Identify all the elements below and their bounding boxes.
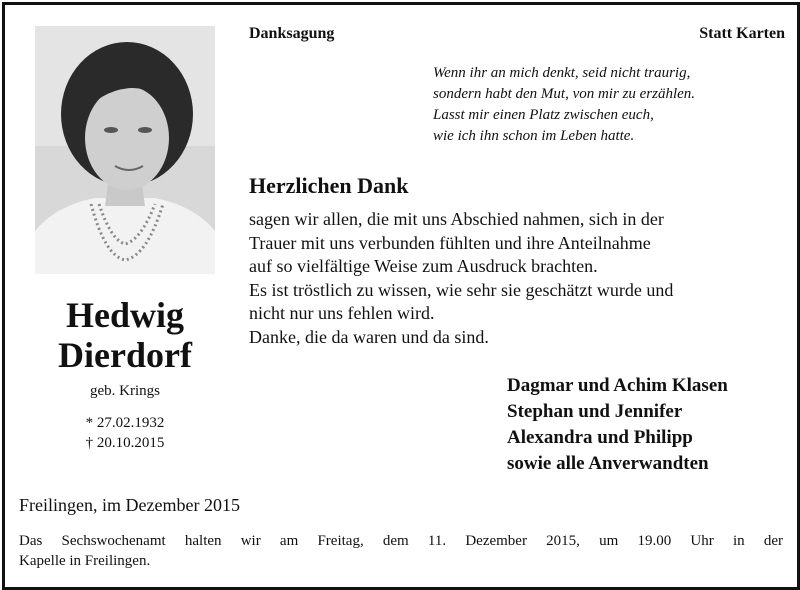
death-date: † 20.10.2015	[85, 435, 165, 451]
service-note-line: Kapelle in Freilingen.	[19, 553, 151, 569]
thanks-title: Herzlichen Dank	[249, 173, 409, 198]
thanks-text	[249, 208, 784, 349]
poem-line: wie ich ihn schon im Leben hatte.	[433, 128, 635, 144]
birth-name: geb. Krings	[90, 383, 160, 399]
signer-line: Stephan und Jennifer	[507, 401, 683, 422]
poem	[433, 63, 793, 147]
birth-date: * 27.02.1932	[85, 415, 165, 431]
thanks-line: Trauer mit uns verbunden fühlten und ihre Anteilnahme	[249, 232, 651, 253]
signer-line: Alexandra und Philipp	[507, 427, 693, 448]
poem-line: sondern habt den Mut, von mir zu erzählen.	[433, 86, 696, 102]
signer-line: sowie alle Anverwandten	[507, 453, 709, 474]
obituary-card	[2, 2, 800, 590]
header-danksagung: Danksagung	[249, 25, 335, 42]
thanks-line: sagen wir allen, die mit uns Abschied nahmen, sich in der	[249, 209, 664, 229]
deceased-name	[25, 295, 225, 375]
thanks-line: Es ist tröstlich zu wissen, wie sehr sie geschätzt wurde und	[249, 279, 674, 300]
service-note	[19, 531, 783, 571]
first-name: Hedwig	[65, 295, 184, 335]
header-statt-karten: Statt Karten	[699, 25, 785, 42]
thanks-line: Danke, die da waren und da sind.	[249, 326, 489, 347]
poem-line: Wenn ihr an mich denkt, seid nicht traurig,	[433, 65, 691, 81]
place-date: Freilingen, im Dezember 2015	[19, 495, 240, 515]
signer-line: Dagmar und Achim Klasen	[507, 375, 728, 396]
thanks-line: auf so vielfältige Weise zum Ausdruck brachten.	[249, 256, 598, 276]
last-name: Dierdorf	[58, 335, 192, 375]
portrait-photo	[35, 26, 215, 274]
thanks-line: nicht nur uns fehlen wird.	[249, 303, 435, 323]
life-dates	[25, 413, 225, 453]
poem-line: Lasst mir einen Platz zwischen euch,	[433, 107, 654, 123]
service-note-line: Das Sechswochenamt halten wir am Freitag, dem 11. Dezember 2015, um 19.00 Uhr in der	[19, 533, 783, 549]
signers	[507, 373, 792, 477]
